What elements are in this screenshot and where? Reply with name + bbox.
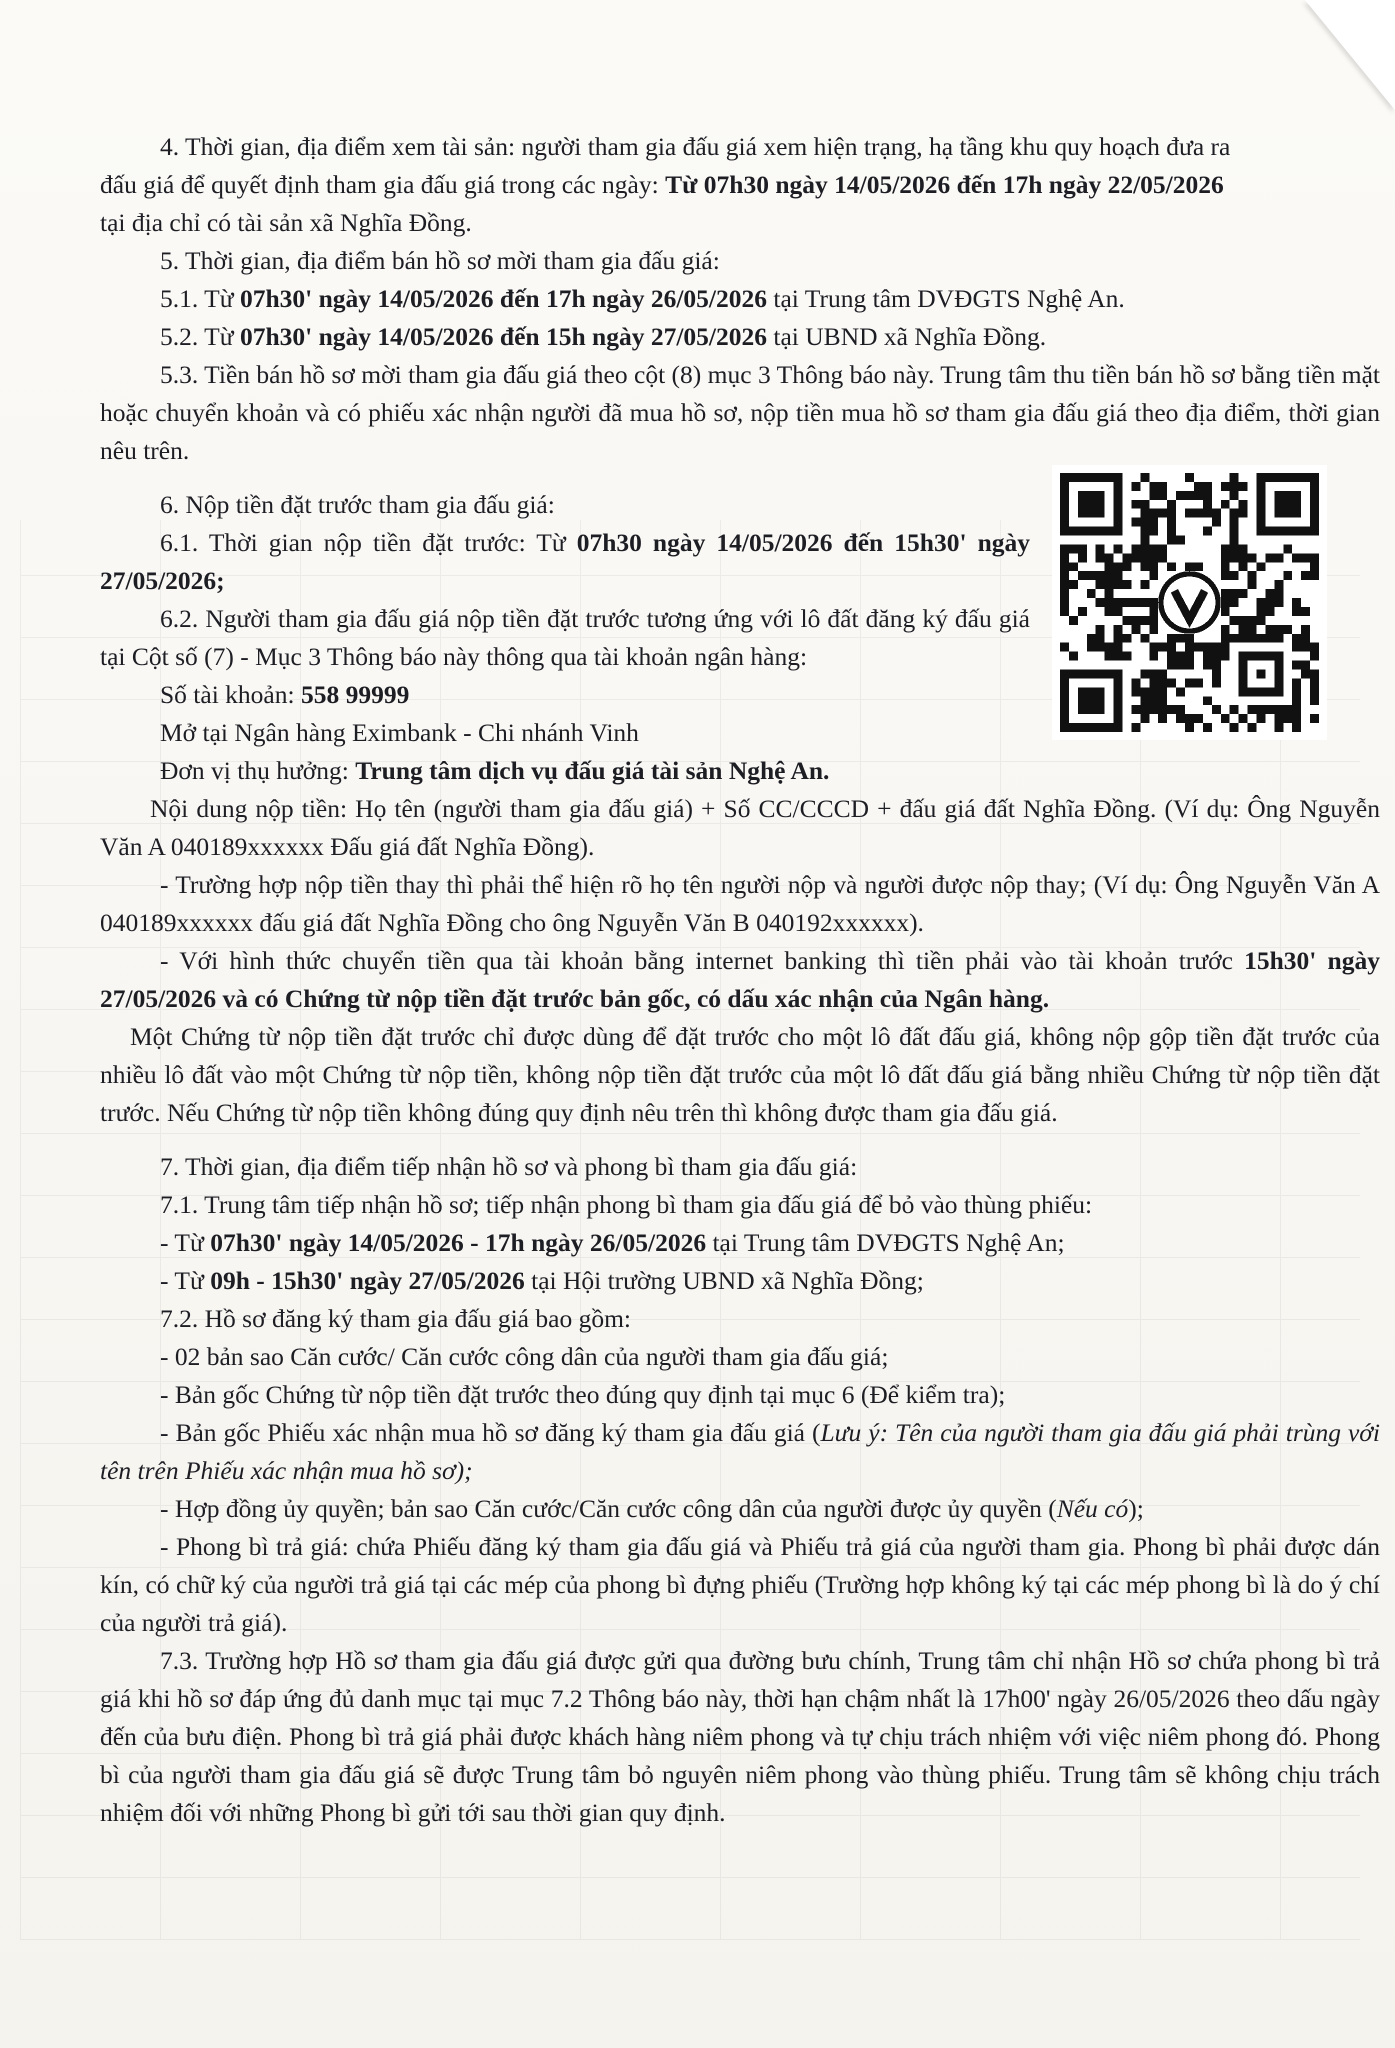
section-5-3: 5.3. Tiền bán hồ sơ mời tham gia đấu giá theo cột (8) mục 3 Thông báo này. Trung tâm thu tiền bán hồ sơ bằng tiền mặt hoặc chuyển khoản và có phiếu xác nhận người đã mua hồ sơ, nộp tiền mua hồ sơ tham gia đấu giá theo địa điểm, thời gian nêu trên. — [100, 360, 1380, 465]
section-4-line2: đấu giá để quyết định tham gia đấu giá trong các ngày: Từ 07h30 ngày 14/05/2026 đến 17h ngày 22/05/2026 — [100, 170, 1224, 199]
section-5-2: 5.2. Từ 07h30' ngày 14/05/2026 đến 15h ngày 27/05/2026 tại UBND xã Nghĩa Đồng. — [160, 322, 1047, 351]
requirement-4: - Hợp đồng ủy quyền; bản sao Căn cước/Căn cước công dân của người được ủy quyền (Nếu có); — [160, 1494, 1144, 1523]
section-6-1: 6.1. Thời gian nộp tiền đặt trước: Từ 07h30 ngày 14/05/2026 đến 15h30' ngày 27/05/2026; — [100, 528, 1031, 595]
deposit-rule: Một Chứng từ nộp tiền đặt trước chỉ được dùng để đặt trước cho một lô đất đấu giá, không nộp gộp tiền đặt trước của nhiều lô đất vào một Chứng từ nộp tiền, không nộp tiền đặt trước của một lô đất đấu giá bằng nhiều Chứng từ nộp tiền đặt trước. Nếu Chứng từ nộp tiền không đúng quy định nêu trên thì không được tham gia đấu giá. — [100, 1022, 1380, 1127]
section-7-1-a: - Từ 07h30' ngày 14/05/2026 - 17h ngày 26/05/2026 tại Trung tâm DVĐGTS Nghệ An; — [160, 1228, 1065, 1257]
section-7-1: 7.1. Trung tâm tiếp nhận hồ sơ; tiếp nhận phong bì tham gia đấu giá để bỏ vào thùng phiếu: — [160, 1190, 1093, 1219]
section-7-2: 7.2. Hồ sơ đăng ký tham gia đấu giá bao gồm: — [160, 1304, 631, 1333]
requirement-5: - Phong bì trả giá: chứa Phiếu đăng ký tham gia đấu giá và Phiếu trả giá của người tham gia. Phong bì phải được dán kín, có chữ ký của người trả giá tại các mép của phong bì đựng phiếu (Trường hợp không ký tại các mép phong bì là do ý chí của người trả giá). — [100, 1532, 1380, 1637]
account-number: Số tài khoản: 558 99999 — [160, 680, 410, 709]
section-6-title: 6. Nộp tiền đặt trước tham gia đấu giá: — [160, 490, 555, 519]
payment-content: Nội dung nộp tiền: Họ tên (người tham gia đấu giá) + Số CC/CCCD + đấu giá đất Nghĩa Đồng. (Ví dụ: Ông Nguyễn Văn A 040189xxxxxx Đấu giá đất Nghĩa Đồng). — [100, 794, 1380, 861]
proxy-payment-note: - Trường hợp nộp tiền thay thì phải thể hiện rõ họ tên người nộp và người được nộp thay; (Ví dụ: Ông Nguyễn Văn A 040189xxxxxx đấu giá đất Nghĩa Đồng cho ông Nguyễn Văn B 040192xxxxxx). — [100, 870, 1380, 937]
page-corner-fold — [1305, 0, 1395, 110]
requirement-1: - 02 bản sao Căn cước/ Căn cước công dân của người tham gia đấu giá; — [160, 1342, 889, 1371]
section-7-title: 7. Thời gian, địa điểm tiếp nhận hồ sơ và phong bì tham gia đấu giá: — [160, 1152, 858, 1181]
requirement-2: - Bản gốc Chứng từ nộp tiền đặt trước theo đúng quy định tại mục 6 (Để kiểm tra); — [160, 1380, 1006, 1409]
section-4-line3: tại địa chỉ có tài sản xã Nghĩa Đồng. — [100, 208, 472, 237]
section-7-1-b: - Từ 09h - 15h30' ngày 27/05/2026 tại Hội trường UBND xã Nghĩa Đồng; — [160, 1266, 924, 1295]
document-body — [100, 128, 1380, 1832]
beneficiary: Đơn vị thụ hưởng: Trung tâm dịch vụ đấu giá tài sản Nghệ An. — [160, 756, 830, 785]
section-4-line1: 4. Thời gian, địa điểm xem tài sản: người tham gia đấu giá xem hiện trạng, hạ tầng khu quy hoạch đưa ra — [160, 132, 1231, 161]
section-7-3: 7.3. Trường hợp Hồ sơ tham gia đấu giá được gửi qua đường bưu chính, Trung tâm chỉ nhận Hồ sơ chứa phong bì trả giá khi hồ sơ đáp ứng đủ danh mục tại mục 7.2 Thông báo này, thời hạn chậm nhất là 17h00' ngày 26/05/2026 theo dấu ngày đến của bưu điện. Phong bì trả giá phải được khách hàng niêm phong và tự chịu trách nhiệm với việc niêm phong đó. Phong bì của người tham gia đấu giá sẽ được Trung tâm bỏ nguyên niêm phong vào thùng phiếu. Trung tâm sẽ không chịu trách nhiệm đối với những Phong bì gửi tới sau thời gian quy định. — [100, 1646, 1380, 1827]
section-5-1: 5.1. Từ 07h30' ngày 14/05/2026 đến 17h ngày 26/05/2026 tại Trung tâm DVĐGTS Nghệ An. — [160, 284, 1125, 313]
section-5-title: 5. Thời gian, địa điểm bán hồ sơ mời tham gia đấu giá: — [160, 246, 720, 275]
internet-banking-note: - Với hình thức chuyển tiền qua tài khoản bằng internet banking thì tiền phải vào tài khoản trước 15h30' ngày 27/05/2026 và có Chứng từ nộp tiền đặt trước bản gốc, có dấu xác nhận của Ngân hàng. — [100, 946, 1380, 1013]
requirement-3: - Bản gốc Phiếu xác nhận mua hồ sơ đăng ký tham gia đấu giá (Lưu ý: Tên của người tham gia đấu giá phải trùng với tên trên Phiếu xác nhận mua hồ sơ); — [100, 1418, 1380, 1485]
bank-name: Mở tại Ngân hàng Eximbank - Chi nhánh Vinh — [160, 718, 639, 747]
section-6-2: 6.2. Người tham gia đấu giá nộp tiền đặt trước tương ứng với lô đất đăng ký đấu giá tại Cột số (7) - Mục 3 Thông báo này thông qua tài khoản ngân hàng: — [100, 604, 1030, 671]
